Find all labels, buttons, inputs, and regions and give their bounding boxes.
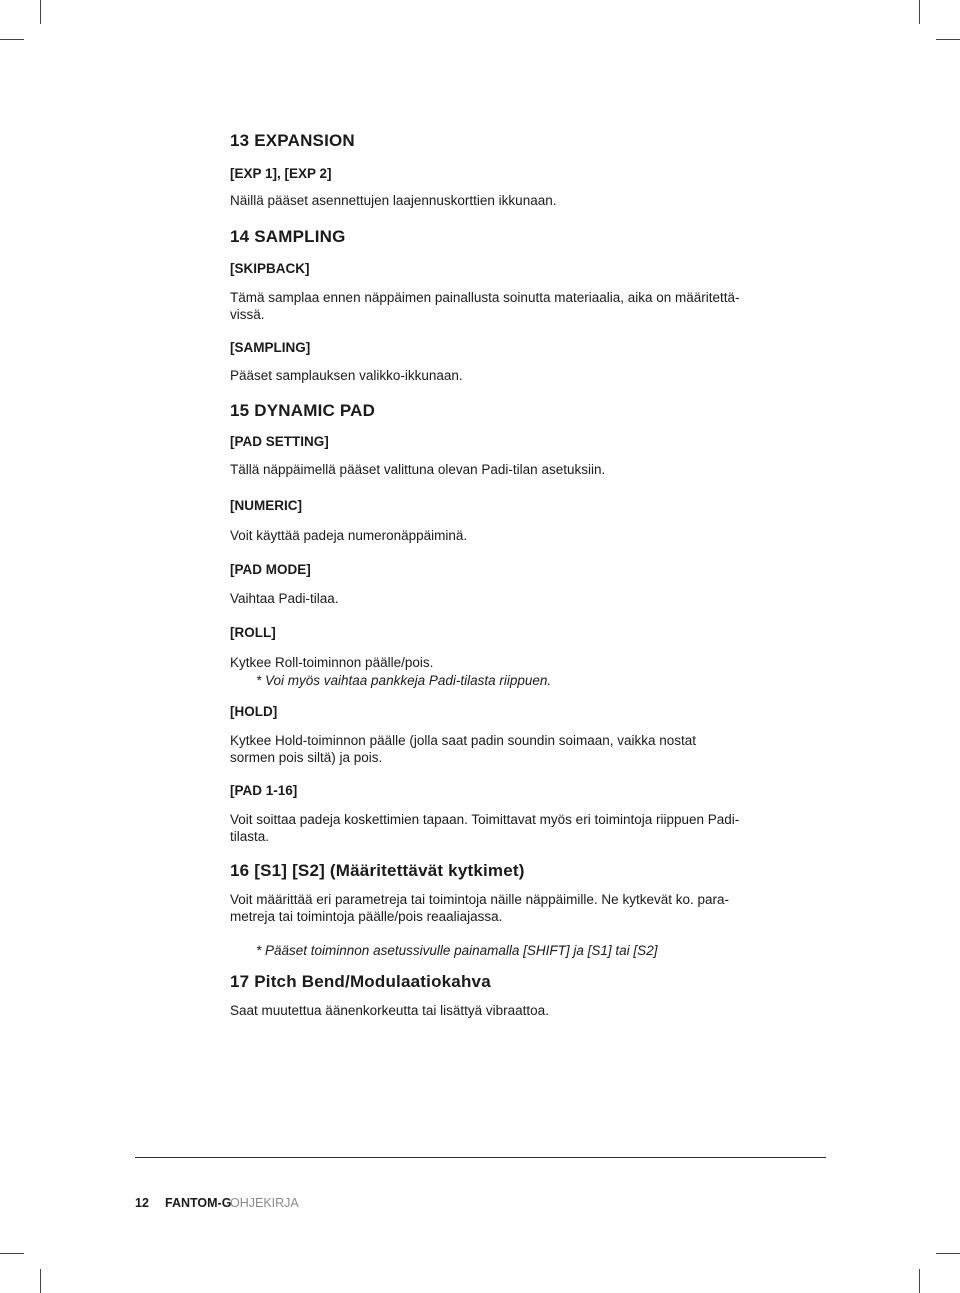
key-label-sampling: [SAMPLING]	[230, 340, 311, 355]
paragraph-pad-1-16-line2: tilasta.	[230, 829, 270, 844]
paragraph-pitch-bend: Saat muutettua äänenkorkeutta tai lisättyä vibraattoa.	[230, 1003, 549, 1018]
key-label-pad-1-16: [PAD 1-16]	[230, 783, 298, 798]
note-s1-s2: * Pääset toiminnon asetussivulle painamalla [SHIFT] ja [S1] tai [S2]	[256, 943, 658, 958]
section-heading-sampling: 14 SAMPLING	[230, 227, 346, 246]
key-label-roll: [ROLL]	[230, 625, 276, 640]
crop-mark	[40, 1269, 41, 1293]
paragraph-hold-line1: Kytkee Hold-toiminnon päälle (jolla saat padin soundin soimaan, vaikka nostat	[230, 733, 697, 748]
page-number: 12	[135, 1196, 149, 1210]
paragraph-skipback-line2: vissä.	[230, 307, 265, 322]
paragraph-sampling: Pääset samplauksen valikko-ikkunaan.	[230, 368, 463, 383]
paragraph-pad-mode: Vaihtaa Padi-tilaa.	[230, 591, 339, 606]
paragraph-pad-1-16-line1: Voit soittaa padeja koskettimien tapaan. Toimittavat myös eri toimintoja riippuen Padi-	[230, 812, 740, 827]
paragraph-s1-s2-line2: metreja tai toimintoja päälle/pois reaaliajassa.	[230, 909, 503, 924]
crop-mark	[0, 39, 24, 40]
paragraph-numeric: Voit käyttää padeja numeronäppäiminä.	[230, 528, 468, 543]
crop-mark	[0, 1253, 24, 1254]
key-label-hold: [HOLD]	[230, 704, 278, 719]
crop-mark	[936, 39, 960, 40]
crop-mark	[919, 0, 920, 24]
section-heading-dynamic-pad: 15 DYNAMIC PAD	[230, 401, 376, 420]
crop-mark	[40, 0, 41, 24]
footer-manual-title: OHJEKIRJA	[230, 1196, 299, 1210]
key-label-pad-mode: [PAD MODE]	[230, 562, 311, 577]
paragraph-s1-s2-line1: Voit määrittää eri parametreja tai toimintoja näille näppäimille. Ne kytkevät ko. para-	[230, 892, 729, 907]
section-heading-pitch-bend: 17 Pitch Bend/Modulaatiokahva	[230, 972, 491, 991]
key-label-pad-setting: [PAD SETTING]	[230, 434, 329, 449]
note-roll: * Voi myös vaihtaa pankkeja Padi-tilasta riippuen.	[256, 673, 552, 688]
key-label-numeric: [NUMERIC]	[230, 498, 302, 513]
section-heading-expansion: 13 EXPANSION	[230, 131, 355, 150]
paragraph-roll: Kytkee Roll-toiminnon päälle/pois.	[230, 655, 434, 670]
section-heading-s1-s2: 16 [S1] [S2] (Määritettävät kytkimet)	[230, 861, 525, 880]
crop-mark	[936, 1253, 960, 1254]
paragraph-exp: Näillä pääset asennettujen laajennuskorttien ikkunaan.	[230, 193, 557, 208]
footer-product-name: FANTOM-G	[165, 1196, 232, 1210]
paragraph-skipback-line1: Tämä samplaa ennen näppäimen painallusta soinutta materiaalia, aika on määritettä-	[230, 290, 740, 305]
paragraph-pad-setting: Tällä näppäimellä pääset valittuna olevan Padi-tilan asetuksiin.	[230, 462, 606, 477]
key-label-exp: [EXP 1], [EXP 2]	[230, 166, 332, 181]
key-label-skipback: [SKIPBACK]	[230, 261, 310, 276]
footer-rule	[135, 1157, 826, 1158]
crop-mark	[919, 1269, 920, 1293]
paragraph-hold-line2: sormen pois siltä) ja pois.	[230, 750, 383, 765]
